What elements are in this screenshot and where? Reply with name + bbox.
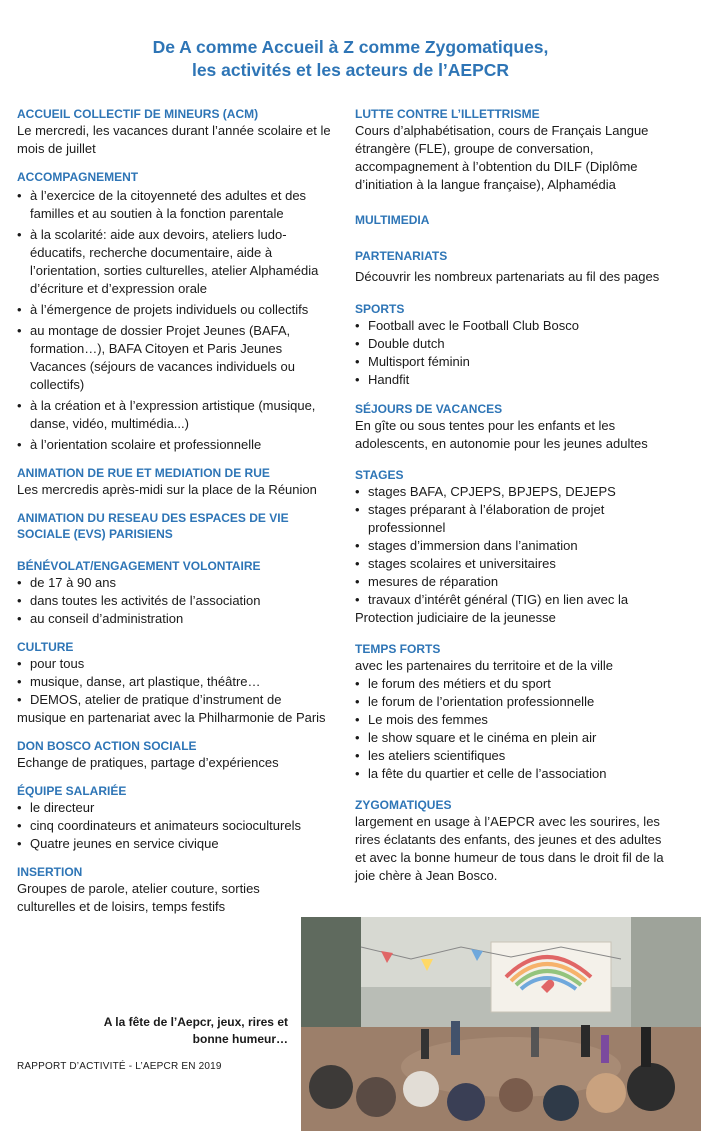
right-column — [355, 106, 675, 896]
section-heading: SPORTS — [355, 302, 405, 316]
list-item: • stages préparant à l’élaboration de projet professionnel — [355, 501, 675, 537]
list-item: • pour tous — [17, 655, 337, 673]
section-benevolat — [17, 558, 337, 628]
section-text: largement en usage à l’AEPCR avec les sourires, les rires éclatants des enfants, des jeunes et des adultes et avec la bonne humeur de tous dans le droit fil de la joie chère à Jean Bosco. — [355, 814, 664, 883]
bullet-list — [355, 483, 675, 609]
bullet-list — [355, 317, 675, 389]
list-item: • la fête du quartier et celle de l’association — [355, 765, 675, 783]
section-zygomatiques — [355, 797, 675, 885]
section-culture — [17, 639, 337, 727]
section-text: Les mercredis après-midi sur la place de la Réunion — [17, 482, 317, 497]
list-item: • stages d’immersion dans l’animation — [355, 537, 675, 555]
section-text: Le mercredi, les vacances durant l’année scolaire et le mois de juillet — [17, 123, 331, 156]
section-heading: INSERTION — [17, 865, 83, 879]
section-heading: SÉJOURS DE VACANCES — [355, 402, 503, 416]
list-item: • DEMOS, atelier de pratique d’instrument de — [17, 691, 337, 709]
list-continuation: Protection judiciaire de la jeunesse — [355, 610, 556, 625]
section-multimedia — [355, 212, 675, 228]
section-heading: ANIMATION DE RUE ET MEDIATION DE RUE — [17, 466, 270, 480]
title-line-1: De A comme Accueil à Z comme Zygomatiques, — [152, 37, 549, 57]
section-heading: ANIMATION DU RESEAU DES ESPACES DE VIE SOCIALE (EVS) PARISIENS — [17, 511, 289, 541]
section-stages — [355, 467, 675, 627]
event-photo — [301, 917, 701, 1131]
section-heading: TEMPS FORTS — [355, 642, 441, 656]
list-item: • à l’orientation scolaire et professionnelle — [17, 436, 337, 454]
section-heading: PARTENARIATS — [355, 249, 448, 263]
section-heading: LUTTE CONTRE L’ILLETTRISME — [355, 107, 540, 121]
section-text: Groupes de parole, atelier couture, sorties culturelles et de loisirs, temps festifs — [17, 881, 260, 914]
list-item: • le directeur — [17, 799, 337, 817]
list-item: • les ateliers scientifiques — [355, 747, 675, 765]
section-text: Cours d’alphabétisation, cours de Français Langue étrangère (FLE), groupe de conversation, accompagnement à l’obtention du DILF (Diplôme d’initiation à la langue française), Alphamédia — [355, 123, 649, 192]
list-item: • musique, danse, art plastique, théâtre… — [17, 673, 337, 691]
list-item: • à l’exercice de la citoyenneté des adultes et des familles et au soutien à la fonction parentale — [17, 187, 337, 223]
page-footer: RAPPORT D’ACTIVITÉ - L’AEPCR EN 2019 — [17, 1061, 222, 1072]
list-item: • Football avec le Football Club Bosco — [355, 317, 675, 335]
section-heading: DON BOSCO ACTION SOCIALE — [17, 739, 197, 753]
section-heading: ZYGOMATIQUES — [355, 798, 452, 812]
page-title — [0, 36, 701, 82]
list-item: • au conseil d’administration — [17, 610, 337, 628]
bullet-list — [17, 799, 337, 853]
section-text: Echange de pratiques, partage d’expériences — [17, 755, 279, 770]
section-don-bosco — [17, 738, 337, 772]
bullet-list — [17, 574, 337, 628]
list-item: • stages scolaires et universitaires — [355, 555, 675, 573]
list-item: • le show square et le cinéma en plein air — [355, 729, 675, 747]
section-insertion — [17, 864, 287, 916]
list-item: • à l’émergence de projets individuels ou collectifs — [17, 301, 337, 319]
section-accompagnement — [17, 169, 337, 454]
bullet-list — [17, 187, 337, 454]
section-animation-rue — [17, 465, 337, 499]
photo-caption: A la fête de l’Aepcr, jeux, rires et bonne humeur… — [103, 1015, 288, 1046]
list-item: • Double dutch — [355, 335, 675, 353]
section-text: Découvrir les nombreux partenariats au fil des pages — [355, 269, 660, 284]
section-heading: ÉQUIPE SALARIÉE — [17, 784, 127, 798]
event-photo-illustration — [301, 917, 701, 1131]
bullet-list — [355, 675, 675, 783]
list-item: • mesures de réparation — [355, 573, 675, 591]
list-item: • travaux d’intérêt général (TIG) en lien avec la — [355, 591, 675, 609]
section-sports — [355, 301, 675, 389]
section-sejours — [355, 401, 675, 453]
section-text: avec les partenaires du territoire et de la ville — [355, 658, 613, 673]
section-heading: BÉNÉVOLAT/ENGAGEMENT VOLONTAIRE — [17, 559, 261, 573]
section-heading: ACCOMPAGNEMENT — [17, 170, 139, 184]
list-item: • à la création et à l’expression artistique (musique, danse, vidéo, multimédia...) — [17, 397, 337, 433]
section-heading: MULTIMEDIA — [355, 213, 430, 227]
section-text: En gîte ou sous tentes pour les enfants et les adolescents, en autonomie pour les jeunes adultes — [355, 418, 648, 451]
section-heading: CULTURE — [17, 640, 74, 654]
list-item: • cinq coordinateurs et animateurs socioculturels — [17, 817, 337, 835]
list-item: • de 17 à 90 ans — [17, 574, 337, 592]
list-item: • Multisport féminin — [355, 353, 675, 371]
section-heading: ACCUEIL COLLECTIF DE MINEURS (ACM) — [17, 107, 259, 121]
section-partenariats — [355, 248, 675, 286]
section-acm — [17, 106, 337, 158]
section-equipe — [17, 783, 337, 853]
list-item: • stages BAFA, CPJEPS, BPJEPS, DEJEPS — [355, 483, 675, 501]
bullet-list — [17, 655, 337, 709]
left-column — [17, 106, 337, 927]
list-item: • dans toutes les activités de l’association — [17, 592, 337, 610]
list-item: • le forum des métiers et du sport — [355, 675, 675, 693]
list-item: • à la scolarité: aide aux devoirs, ateliers ludo-éducatifs, recherche documentaire, aide à l’orientation, sorties culturelles, atelier Alphamédia d’écriture et d’expression orale — [17, 226, 337, 298]
section-illettrisme — [355, 106, 675, 194]
list-item: • Handfit — [355, 371, 675, 389]
list-item: • Le mois des femmes — [355, 711, 675, 729]
section-heading: STAGES — [355, 468, 404, 482]
section-temps-forts — [355, 641, 675, 783]
title-line-2: les activités et les acteurs de l’AEPCR — [191, 60, 510, 80]
list-continuation: musique en partenariat avec la Philharmonie de Paris — [17, 710, 326, 725]
section-animation-evs — [17, 510, 337, 542]
list-item: • au montage de dossier Projet Jeunes (BAFA, formation…), BAFA Citoyen et Paris Jeunes Vacances (séjours de vacances individuels ou collectifs) — [17, 322, 337, 394]
list-item: • Quatre jeunes en service civique — [17, 835, 337, 853]
list-item: • le forum de l’orientation professionnelle — [355, 693, 675, 711]
